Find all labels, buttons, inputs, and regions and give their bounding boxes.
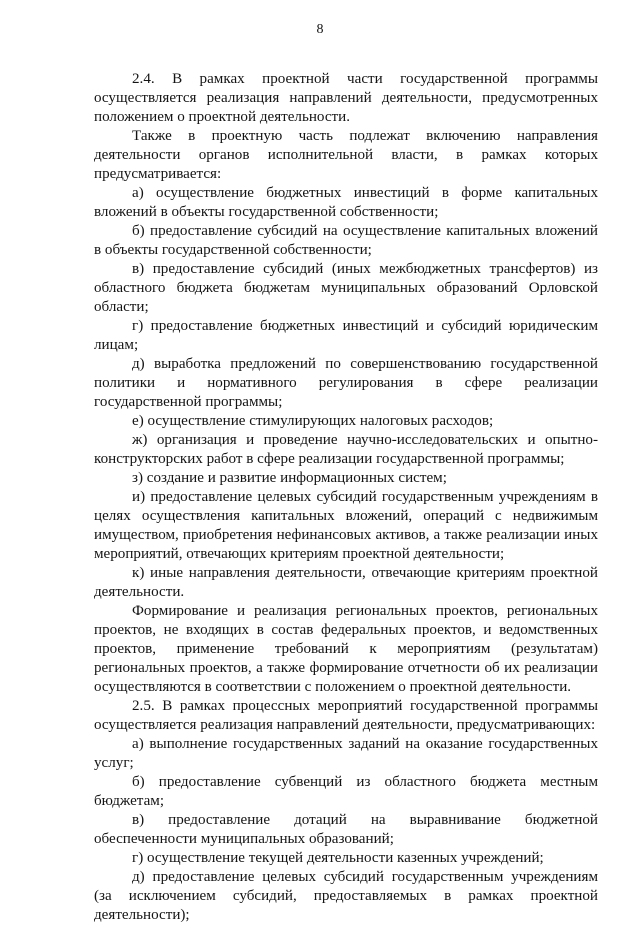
paragraph-2-5: 2.5. В рамках процессных мероприятий государственной программы осуществляется реализация направлений деятельности, предусматривающих:: [94, 698, 598, 733]
process-item-a: а) выполнение государственных заданий на оказание государственных услуг;: [94, 736, 598, 771]
process-item-b: б) предоставление субвенций из областного бюджета местным бюджетам;: [94, 774, 598, 809]
paragraph-regional-projects: Формирование и реализация региональных проектов, региональных проектов, не входящих в состав федеральных проектов, и ведомственных проектов, применение требований к мероприятиям (результатам) региональных проектов, а также формирование отчетности об их реализации осуществляются в соответствии с положением о проектной деятельности.: [94, 603, 598, 695]
paragraph-project-part-intro: Также в проектную часть подлежат включению направления деятельности органов исполнительной власти, в рамках которых предусматривается:: [94, 128, 598, 182]
document-body: [94, 70, 598, 925]
list-item-zh: ж) организация и проведение научно-исследовательских и опытно-конструкторских работ в сфере реализации государственной программы;: [94, 432, 598, 467]
process-item-d: д) предоставление целевых субсидий государственным учреждениям (за исключением субсидий, предоставляемых в рамках проектной деятельности);: [94, 869, 598, 923]
list-item-g: г) предоставление бюджетных инвестиций и субсидий юридическим лицам;: [94, 318, 598, 353]
list-item-e: е) осуществление стимулирующих налоговых расходов;: [132, 413, 494, 429]
list-item-i: и) предоставление целевых субсидий государственным учреждениям в целях осуществления капитальных вложений, операций с недвижимым имуществом, приобретения нефинансовых активов, а также реализации иных мероприятий, отвечающих критериям проектной деятельности;: [94, 489, 598, 562]
page-number: 8: [316, 22, 324, 37]
process-item-g: г) осуществление текущей деятельности казенных учреждений;: [132, 850, 544, 866]
list-item-v: в) предоставление субсидий (иных межбюджетных трансфертов) из областного бюджета бюджетам муниципальных образований Орловской области;: [94, 261, 598, 315]
list-item-d: д) выработка предложений по совершенствованию государственной политики и нормативного регулирования в сфере реализации государственной программы;: [94, 356, 598, 410]
list-item-b: б) предоставление субсидий на осуществление капитальных вложений в объекты государственной собственности;: [94, 223, 598, 258]
list-item-k: к) иные направления деятельности, отвечающие критериям проектной деятельности.: [94, 565, 598, 600]
process-item-v: в) предоставление дотаций на выравнивание бюджетной обеспеченности муниципальных образований;: [94, 812, 598, 847]
paragraph-2-4: 2.4. В рамках проектной части государственной программы осуществляется реализация направлений деятельности, предусмотренных положением о проектной деятельности.: [94, 71, 598, 125]
list-item-a: а) осуществление бюджетных инвестиций в форме капитальных вложений в объекты государственной собственности;: [94, 185, 598, 220]
list-item-z: з) создание и развитие информационных систем;: [132, 470, 447, 486]
